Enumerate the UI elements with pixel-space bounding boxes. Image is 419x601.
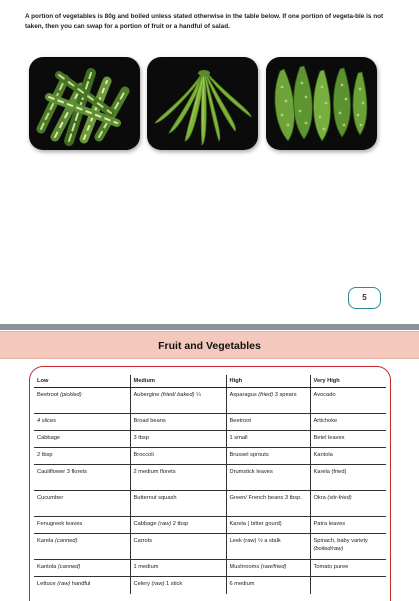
table-cell (130, 517, 226, 534)
cell-text: Aubergine (133, 392, 162, 398)
vegetable-photos (29, 57, 379, 150)
table-row (34, 448, 386, 465)
table-cell (34, 517, 130, 534)
cell-text: Cauliflower 3 florets (37, 469, 87, 475)
table-cell (130, 431, 226, 448)
cell-amount: 1 stick (164, 581, 183, 587)
cell-text: Avocado (313, 392, 336, 398)
cell-note: (boiled/raw) (313, 546, 344, 552)
cell-text: Green/ French beans 3 tbsp. (229, 495, 302, 501)
table-cell (130, 577, 226, 594)
cell-text: Tomato puree (313, 564, 349, 570)
table-cell (310, 577, 386, 594)
table-cell (226, 448, 310, 465)
cell-text: Cabbage (37, 435, 61, 441)
table-cell (226, 388, 310, 414)
cell-text: Broad beans (133, 418, 166, 424)
table-cell (226, 414, 310, 431)
table-header-row (34, 375, 386, 388)
table-row (34, 431, 386, 448)
cell-text: Asparagus (229, 392, 259, 398)
cell-text: Karela (37, 538, 56, 544)
cell-text: Lettuce (37, 581, 58, 587)
cell-text: 1 medium (133, 564, 159, 570)
cell-text: Broccoli (133, 452, 154, 458)
table-cell (310, 465, 386, 491)
table-cell (226, 431, 310, 448)
table-row (34, 534, 386, 560)
drumsticks-photo (29, 57, 140, 150)
cell-text: Mushrooms (229, 564, 261, 570)
cell-text: Karela ( bitter gourd) (229, 521, 282, 527)
table-cell (34, 465, 130, 491)
table-cell (310, 491, 386, 517)
cell-text: Okra (313, 495, 328, 501)
cell-note: (pickled) (60, 392, 82, 398)
cell-note: (raw) (158, 521, 172, 527)
table-cell (34, 414, 130, 431)
cell-note: 4 slices (37, 418, 56, 424)
cell-text: Cucumber (37, 495, 64, 501)
cell-text: Beetroot (37, 392, 61, 398)
cell-note: (stir-fried) (327, 495, 352, 501)
cell-note: (canned) (55, 538, 78, 544)
cell-amount: 2 tbsp (171, 521, 189, 527)
table-row (34, 577, 386, 594)
table-cell (130, 465, 226, 491)
cell-text: Artichoke (313, 418, 338, 424)
table-cell (130, 491, 226, 517)
table-cell (310, 560, 386, 577)
cell-text: Leek (raw) ½ a stalk (229, 538, 281, 544)
cell-text: Fenugreek leaves (37, 521, 83, 527)
table-body (34, 388, 386, 594)
table-cell (34, 560, 130, 577)
cell-text: Brussel sprouts (229, 452, 269, 458)
cell-text: Spinach, baby variety (313, 538, 368, 544)
fruit-vegetables-table (34, 375, 386, 594)
table-cell (310, 534, 386, 560)
table-cell (226, 465, 310, 491)
header-medium: Medium (130, 375, 226, 388)
cell-text: Beetroot (229, 418, 252, 424)
intro-paragraph: A portion of vegetables is 80g and boiled unless stated otherwise in the table below. If one portion of vegeta-ble is not taken, then you can swap for a portion of fruit or a handful of salad. (25, 13, 384, 30)
table-cell (310, 431, 386, 448)
table-cell (226, 560, 310, 577)
cell-text: Celery (133, 581, 152, 587)
table-cell (130, 414, 226, 431)
cell-text: Patra leaves (313, 521, 346, 527)
cell-text: Butternut squash (133, 495, 177, 501)
table-row (34, 491, 386, 517)
table-cell (34, 534, 130, 560)
header-low: Low (34, 375, 130, 388)
okra-image (147, 57, 258, 150)
foods-table-frame (29, 366, 391, 601)
cell-text: Drumstick leaves (229, 469, 273, 475)
table-cell (310, 388, 386, 414)
table-cell (34, 577, 130, 594)
cell-text: 1 small (229, 435, 248, 441)
drumsticks-image (29, 57, 140, 150)
cell-amount: 3 spears (273, 392, 297, 398)
cell-text: 2 medium florets (133, 469, 176, 475)
cell-text: 3 tbsp (133, 435, 149, 441)
table-cell (130, 388, 226, 414)
table-cell (34, 431, 130, 448)
cell-text: 2 tbsp (37, 452, 53, 458)
table-cell (310, 448, 386, 465)
table-cell (226, 517, 310, 534)
page-divider (0, 324, 419, 330)
section-banner (0, 331, 419, 359)
table-cell (310, 414, 386, 431)
cell-note: (raw/fried) (260, 564, 287, 570)
bitter-gourd-photo (266, 57, 377, 150)
table-cell (310, 517, 386, 534)
table-cell (130, 448, 226, 465)
cell-text: 6 medium (229, 581, 255, 587)
cell-text: Cabbage (133, 521, 159, 527)
header-very-high: Very High (310, 375, 386, 388)
table-cell (130, 534, 226, 560)
cell-text: Carrots (133, 538, 153, 544)
cell-text: Kantola (37, 564, 58, 570)
cell-note: (fried) (258, 392, 274, 398)
table-cell (226, 491, 310, 517)
table-cell (226, 534, 310, 560)
cell-amount: handful (70, 581, 91, 587)
table-row (34, 465, 386, 491)
okra-photo (147, 57, 258, 150)
table-cell (130, 560, 226, 577)
page-number-badge: 5 (348, 287, 381, 309)
cell-text: Kantola (313, 452, 333, 458)
table-row (34, 388, 386, 414)
table-row (34, 517, 386, 534)
cell-note: (fried/ baked) (161, 392, 195, 398)
section-title: Fruit and Vegetables (158, 340, 261, 352)
table-cell (34, 448, 130, 465)
cell-note: (raw) (57, 581, 71, 587)
cell-text: Karela (fried) (313, 469, 347, 475)
table-cell (34, 388, 130, 414)
table-row (34, 560, 386, 577)
header-high: High (226, 375, 310, 388)
cell-text: Betel leaves (313, 435, 345, 441)
cell-note: (raw) (151, 581, 165, 587)
table-cell (226, 577, 310, 594)
bitter-gourd-image (266, 57, 377, 150)
table-row (34, 414, 386, 431)
cell-amount: ¼ (194, 392, 201, 398)
table-cell (34, 491, 130, 517)
cell-note: (canned) (57, 564, 81, 570)
